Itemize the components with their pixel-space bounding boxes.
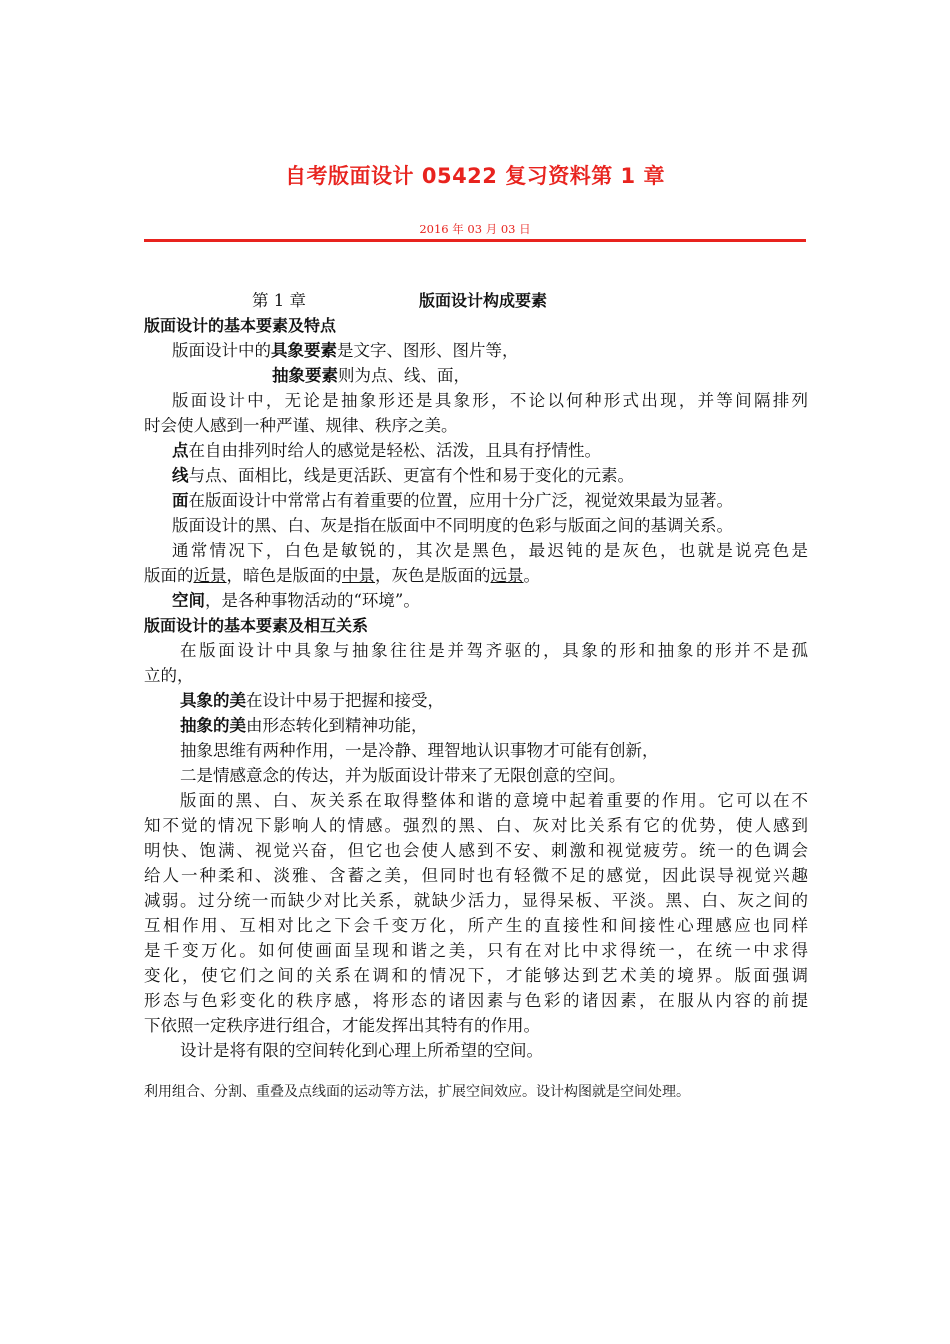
- section-heading-2: 版面设计的基本要素及相互关系: [144, 616, 369, 635]
- paragraph-line: [144, 588, 808, 613]
- paragraph-line: 互相作用、互相对比之下会千变万化，所产生的直接性和间接性心理感应也同样: [144, 916, 808, 935]
- paragraph-line: [144, 563, 808, 588]
- paragraph-line: 立的，: [144, 666, 194, 685]
- paragraph-line: 版面设计的黑、白、灰是指在版面中不同明度的色彩与版面之间的基调关系。: [172, 516, 733, 535]
- publish-date: 2016 年 03 月 03 日: [419, 222, 531, 236]
- bold-term: 抽象的美: [180, 716, 246, 735]
- paragraph-line: [144, 488, 808, 513]
- chapter-number: 第 1 章: [252, 291, 306, 310]
- paragraph-line: 下依照一定秩序进行组合，才能发挥出其特有的作用。: [144, 1016, 540, 1035]
- paragraph-line: [144, 363, 808, 388]
- chapter-title: 版面设计构成要素: [419, 291, 548, 310]
- paragraph-line: [144, 338, 808, 363]
- text-run: 与点、面相比，线是更活跃、更富有个性和易于变化的元素。: [188, 466, 634, 485]
- text-run: 由形态转化到精神功能，: [246, 716, 428, 735]
- paragraph-line: 形态与色彩变化的秩序感，将形态的诸因素与色彩的诸因素，在服从内容的前提: [144, 991, 808, 1010]
- paragraph-line: 版面的黑、白、灰关系在取得整体和谐的意境中起着重要的作用。它可以在不: [180, 791, 808, 810]
- text-run: 在设计中易于把握和接受，: [246, 691, 444, 710]
- paragraph-line: 二是情感意念的传达，并为版面设计带来了无限创意的空间。: [180, 766, 626, 785]
- paragraph-line: 版面设计中，无论是抽象形还是具象形，不论以何种形式出现，并等间隔排列: [172, 391, 808, 410]
- paragraph-line: [144, 688, 808, 713]
- paragraph-line: 给人一种柔和、淡雅、含蓄之美，但同时也有轻微不足的感觉，因此误导视觉兴趣: [144, 866, 808, 885]
- paragraph-line: 是千变万化。如何使画面呈现和谐之美，只有在对比中求得统一，在统一中求得: [144, 941, 808, 960]
- bold-term: 空间: [172, 591, 205, 610]
- paragraph-line: 时会使人感到一种严谨、规律、秩序之美。: [144, 416, 458, 435]
- underlined-term: 远景: [490, 566, 524, 585]
- bold-term: 线: [172, 466, 189, 485]
- closing-note: 利用组合、分割、重叠及点线面的运动等方法，扩展空间效应。设计构图就是空间处理。: [144, 1084, 690, 1100]
- paragraph-line: 知不觉的情况下影响人的情感。强烈的黑、白、灰对比关系有它的优势，使人感到: [144, 816, 808, 835]
- text-run: 是文字、图形、图片等，: [337, 341, 519, 360]
- bold-term: 点: [172, 441, 189, 460]
- text-run: ，暗色是版面的: [226, 566, 342, 585]
- text-run: 在自由排列时给人的感觉是轻松、活泼，且具有抒情性。: [188, 441, 601, 460]
- underlined-term: 中景: [342, 566, 375, 585]
- text-run: ，灰色是版面的: [375, 566, 491, 585]
- text-run: 则为点、线、面，: [338, 366, 470, 385]
- text-run: ，是各种事物活动的“环境”。: [205, 591, 420, 610]
- text-run: 版面设计中的: [172, 341, 271, 360]
- paragraph-line: 减弱。过分统一而缺少对比关系，就缺少活力，显得呆板、平淡。黑、白、灰之间的: [144, 891, 808, 910]
- bold-term: 抽象要素: [272, 366, 338, 385]
- text-run: 版面的: [144, 566, 194, 585]
- text-run: 。: [523, 566, 540, 585]
- paragraph-line: 明快、饱满、视觉兴奋，但它也会使人感到不安、刺激和视觉疲劳。统一的色调会: [144, 841, 808, 860]
- chapter-heading: [144, 288, 808, 313]
- bold-term: 面: [172, 491, 189, 510]
- bold-term: 具象要素: [271, 341, 337, 360]
- bold-term: 具象的美: [180, 691, 246, 710]
- paragraph-line: 抽象思维有两种作用，一是冷静、理智地认识事物才可能有创新，: [180, 741, 659, 760]
- document-title: 自考版面设计 05422 复习资料第 1 章: [285, 164, 665, 188]
- paragraph-line: [144, 463, 808, 488]
- section-heading-1: 版面设计的基本要素及特点: [144, 316, 337, 335]
- paragraph-line: 通常情况下，白色是敏锐的，其次是黑色，最迟钝的是灰色，也就是说亮色是: [172, 541, 808, 560]
- underlined-term: 近景: [193, 566, 227, 585]
- text-run: 在版面设计中常常占有着重要的位置，应用十分广泛，视觉效果最为显著。: [188, 491, 733, 510]
- title-divider: [144, 239, 806, 242]
- paragraph-line: 变化，使它们之间的关系在调和的情况下，才能够达到艺术美的境界。版面强调: [144, 966, 808, 985]
- paragraph-line: 设计是将有限的空间转化到心理上所希望的空间。: [180, 1041, 543, 1060]
- paragraph-line: [144, 438, 808, 463]
- document-body: [144, 288, 808, 1063]
- paragraph-line: 在版面设计中具象与抽象往往是并驾齐驱的，具象的形和抽象的形并不是孤: [180, 641, 808, 660]
- paragraph-line: [144, 713, 808, 738]
